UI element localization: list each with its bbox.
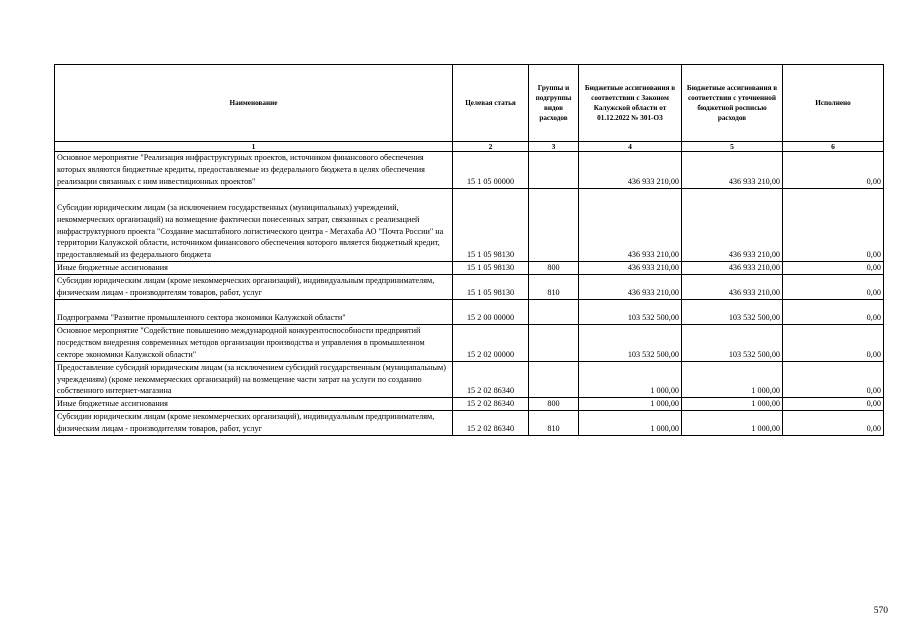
row-expense-group: [529, 324, 579, 361]
row-law-allocation: 1 000,00: [579, 411, 682, 436]
row-executed: 0,00: [783, 398, 884, 411]
header-refined-allocations: Бюджетные ассигнования в соответствии с уточненной бюджетной росписью расходов: [682, 65, 783, 142]
row-target-article: 15 1 05 98130: [453, 188, 529, 262]
row-expense-group: [529, 152, 579, 189]
row-name: Иные бюджетные ассигнования: [55, 398, 453, 411]
row-law-allocation: 1 000,00: [579, 361, 682, 398]
row-name: Субсидии юридическим лицам (кроме некоммерческих организаций), индивидуальным предпринимателям, физическим лицам - производителям товаров, работ, услуг: [55, 411, 453, 436]
row-executed: 0,00: [783, 275, 884, 300]
row-refined-allocation: 436 933 210,00: [682, 188, 783, 262]
row-executed: 0,00: [783, 262, 884, 275]
header-row: [55, 65, 884, 142]
row-target-article: 15 2 00 00000: [453, 299, 529, 324]
header-law-allocations: Бюджетные ассигнования в соответствии с Законом Калужской области от 01.12.2022 № 301-ОЗ: [579, 65, 682, 142]
header-executed: Исполнено: [783, 65, 884, 142]
row-name: Предоставление субсидий юридическим лицам (за исключением субсидий государственным (муниципальным) учреждениям) (кроме некоммерческих организаций) на возмещение части затрат на услуги по созданию собственного интернет-магазина: [55, 361, 453, 398]
row-expense-group: 810: [529, 275, 579, 300]
row-target-article: 15 1 05 98130: [453, 262, 529, 275]
row-refined-allocation: 1 000,00: [682, 361, 783, 398]
row-executed: 0,00: [783, 361, 884, 398]
row-refined-allocation: 436 933 210,00: [682, 275, 783, 300]
row-refined-allocation: 1 000,00: [682, 398, 783, 411]
row-executed: 0,00: [783, 411, 884, 436]
column-number: 6: [783, 142, 884, 152]
row-name: Основное мероприятие "Реализация инфраструктурных проектов, источником финансового обеспечения которых являются бюджетные кредиты, предоставляемые из федерального бюджета в целях обеспечения реализации связанных с ним инвестиционных проектов": [55, 152, 453, 189]
table-row: [55, 188, 884, 262]
row-refined-allocation: 1 000,00: [682, 411, 783, 436]
column-number: 3: [529, 142, 579, 152]
row-refined-allocation: 436 933 210,00: [682, 262, 783, 275]
table-row: [55, 411, 884, 436]
row-law-allocation: 103 532 500,00: [579, 324, 682, 361]
row-name: Иные бюджетные ассигнования: [55, 262, 453, 275]
column-number: 4: [579, 142, 682, 152]
row-executed: 0,00: [783, 188, 884, 262]
row-target-article: 15 1 05 98130: [453, 275, 529, 300]
row-target-article: 15 2 02 86340: [453, 398, 529, 411]
table-row: [55, 361, 884, 398]
table-row: [55, 299, 884, 324]
row-refined-allocation: 436 933 210,00: [682, 152, 783, 189]
row-expense-group: 800: [529, 398, 579, 411]
table-row: [55, 324, 884, 361]
row-refined-allocation: 103 532 500,00: [682, 299, 783, 324]
row-law-allocation: 103 532 500,00: [579, 299, 682, 324]
row-refined-allocation: 103 532 500,00: [682, 324, 783, 361]
table-row: [55, 275, 884, 300]
budget-table: [54, 64, 884, 436]
row-expense-group: 810: [529, 411, 579, 436]
row-law-allocation: 436 933 210,00: [579, 152, 682, 189]
row-law-allocation: 436 933 210,00: [579, 275, 682, 300]
header-expense-groups: Группы и подгруппы видов расходов: [529, 65, 579, 142]
row-law-allocation: 1 000,00: [579, 398, 682, 411]
row-executed: 0,00: [783, 299, 884, 324]
row-expense-group: [529, 299, 579, 324]
row-target-article: 15 1 05 00000: [453, 152, 529, 189]
row-executed: 0,00: [783, 324, 884, 361]
row-expense-group: 800: [529, 262, 579, 275]
row-name: Подпрограмма "Развитие промышленного сектора экономики Калужской области": [55, 299, 453, 324]
column-number: 1: [55, 142, 453, 152]
table-row: [55, 398, 884, 411]
row-target-article: 15 2 02 86340: [453, 361, 529, 398]
row-name: Субсидии юридическим лицам (за исключением государственных (муниципальных) учреждений, некоммерческих организаций) на возмещение фактически понесенных затрат, связанных с реализацией инфраструктурного проекта "Создание масштабного логистического центра - Мегахаба АО "Почта России" на территории Калужской области, источником финансового обеспечения которого является бюджетный кредит, предоставляемый из федерального бюджета: [55, 188, 453, 262]
table-row: [55, 262, 884, 275]
row-target-article: 15 2 02 00000: [453, 324, 529, 361]
row-executed: 0,00: [783, 152, 884, 189]
column-number: 2: [453, 142, 529, 152]
row-expense-group: [529, 361, 579, 398]
row-law-allocation: 436 933 210,00: [579, 188, 682, 262]
column-number: 5: [682, 142, 783, 152]
page-number: 570: [873, 606, 888, 616]
row-expense-group: [529, 188, 579, 262]
row-name: Субсидии юридическим лицам (кроме некоммерческих организаций), индивидуальным предпринимателям, физическим лицам - производителям товаров, работ, услуг: [55, 275, 453, 300]
row-name: Основное мероприятие "Содействие повышению международной конкурентоспособности предприятий посредством внедрения современных методов организации производства и управления в промышленном секторе экономики Калужской области": [55, 324, 453, 361]
column-number-row: [55, 142, 884, 152]
table-row: [55, 152, 884, 189]
row-law-allocation: 436 933 210,00: [579, 262, 682, 275]
row-target-article: 15 2 02 86340: [453, 411, 529, 436]
header-target-article: Целевая статья: [453, 65, 529, 142]
header-name: Наименование: [55, 65, 453, 142]
